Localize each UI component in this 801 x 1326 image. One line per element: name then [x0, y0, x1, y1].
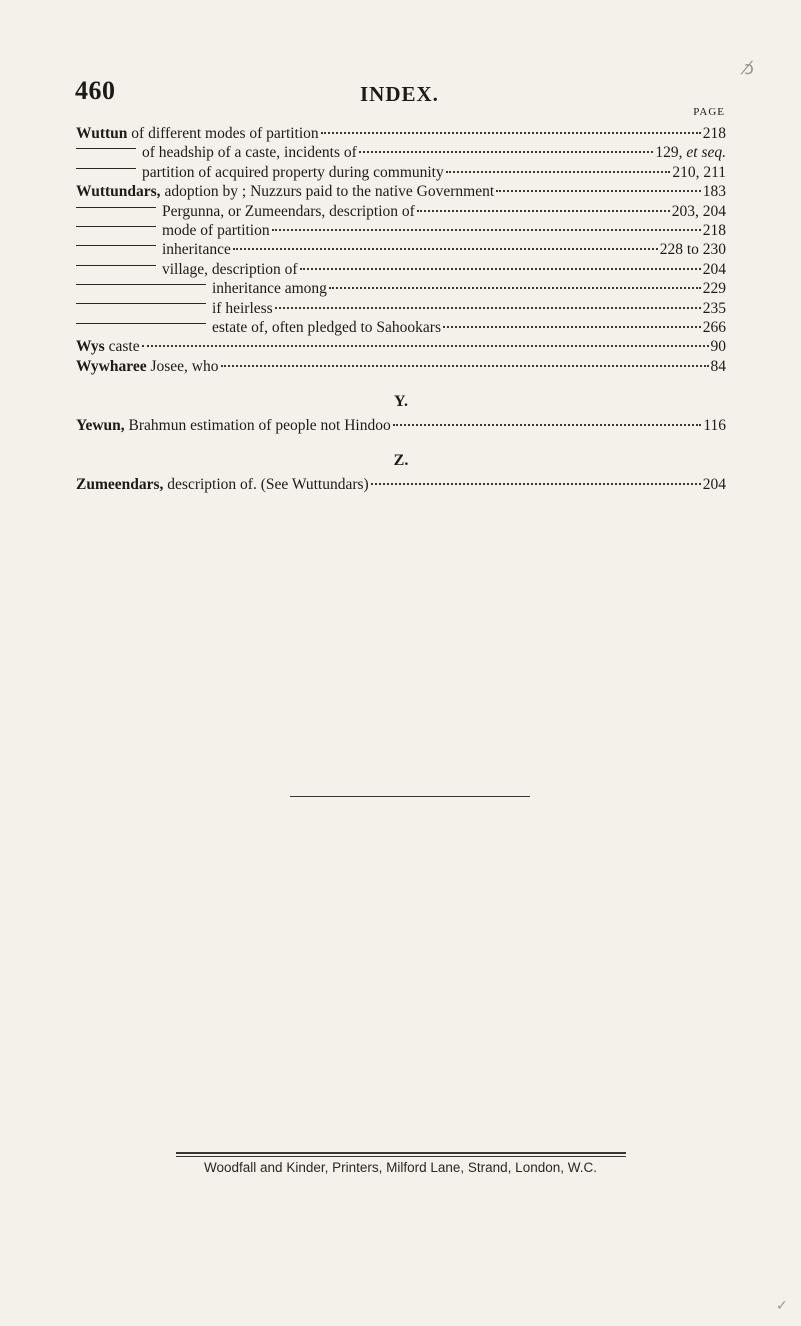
- entry-page: 183: [702, 183, 726, 201]
- entry-page: 266: [702, 318, 726, 336]
- dot-leader: [275, 307, 701, 309]
- entry-label: Yewun, Brahmun estimation of people not Hindoo: [76, 417, 391, 435]
- entry-page: 84: [710, 357, 726, 375]
- ditto-dash: [76, 245, 156, 246]
- ditto-dash: [76, 168, 136, 169]
- entry-page: 90: [710, 338, 726, 356]
- entry-label: Wuttun of different modes of partition: [76, 125, 319, 142]
- entry-page: 203, 204: [671, 202, 726, 220]
- index-entries: [76, 125, 726, 496]
- entry-page: 235: [702, 299, 726, 317]
- running-head: INDEX.: [360, 82, 439, 106]
- index-entry: [76, 417, 726, 436]
- entry-page: 210, 211: [672, 163, 726, 181]
- ditto-dash: [76, 284, 206, 285]
- footer-rule: [176, 1152, 626, 1154]
- dot-leader: [233, 248, 658, 250]
- ditto-dash: [76, 226, 156, 227]
- entry-label: partition of acquired property during community: [76, 164, 444, 182]
- pencil-mark-icon: ↄ̸: [744, 58, 754, 79]
- ditto-dash: [76, 148, 136, 149]
- entry-label: inheritance: [76, 241, 231, 259]
- entry-page: 204: [702, 476, 726, 494]
- section-y: [76, 417, 726, 436]
- entry-label: Zumeendars, description of. (See Wuttundars): [76, 476, 369, 494]
- dot-leader: [329, 287, 701, 289]
- index-entry: [76, 261, 726, 280]
- index-entry: [76, 280, 726, 299]
- entry-page: 129, et seq.: [655, 144, 726, 162]
- dot-leader: [496, 190, 701, 192]
- dot-leader: [142, 345, 709, 347]
- index-entry: [76, 241, 726, 260]
- index-entry: [76, 338, 726, 357]
- dot-leader: [221, 365, 709, 367]
- printer-imprint: Woodfall and Kinder, Printers, Milford Lane, Strand, London, W.C.: [204, 1160, 597, 1175]
- entry-label: of headship of a caste, incidents of: [76, 144, 357, 162]
- entry-label: if heirless: [76, 300, 273, 318]
- entry-page: 218: [702, 221, 726, 239]
- ditto-dash: [76, 323, 206, 324]
- dot-leader: [446, 171, 671, 173]
- index-entry: [76, 358, 726, 377]
- dot-leader: [393, 424, 702, 426]
- index-entry: [76, 300, 726, 319]
- index-entry: [76, 476, 726, 495]
- entry-label: inheritance among: [76, 280, 327, 298]
- entry-label: mode of partition: [76, 222, 270, 240]
- dot-leader: [417, 210, 670, 212]
- entry-page: 116: [703, 417, 726, 435]
- section-z: [76, 476, 726, 495]
- entry-page: 204: [702, 260, 726, 278]
- entry-label: estate of, often pledged to Sahookars: [76, 319, 441, 337]
- dot-leader: [443, 326, 701, 328]
- page-number: 460: [75, 76, 116, 105]
- ditto-dash: [76, 303, 206, 304]
- entry-label: Pergunna, or Zumeendars, description of: [76, 203, 415, 221]
- dot-leader: [272, 229, 701, 231]
- ditto-dash: [76, 207, 156, 208]
- entry-label: Wys caste: [76, 338, 140, 356]
- page-column-label: PAGE: [693, 106, 725, 118]
- index-entry: [76, 164, 726, 183]
- section-letter-y: Y.: [393, 393, 409, 411]
- entry-label: Wywharee Josee, who: [76, 357, 219, 375]
- footer-rule: [176, 1156, 626, 1157]
- index-entry: [76, 203, 726, 222]
- dot-leader: [359, 151, 654, 153]
- dot-leader: [300, 268, 701, 270]
- entry-page: 229: [702, 280, 726, 298]
- ditto-dash: [76, 265, 156, 266]
- entry-label: village, description of: [76, 261, 298, 279]
- section-letter-z: Z.: [393, 452, 409, 470]
- section-divider: [290, 796, 530, 797]
- entry-page: 218: [702, 125, 726, 142]
- index-entry: [76, 144, 726, 163]
- index-entry: [76, 183, 726, 202]
- dot-leader: [321, 132, 701, 134]
- section-w: [76, 125, 726, 377]
- entry-label: Wuttundars, adoption by ; Nuzzurs paid to the native Government: [76, 183, 495, 201]
- index-entry: [76, 125, 726, 144]
- index-entry: [76, 222, 726, 241]
- pencil-mark-icon: ✓: [776, 1298, 788, 1314]
- index-entry: [76, 319, 726, 338]
- entry-page: 228 to 230: [659, 241, 726, 259]
- dot-leader: [371, 483, 701, 485]
